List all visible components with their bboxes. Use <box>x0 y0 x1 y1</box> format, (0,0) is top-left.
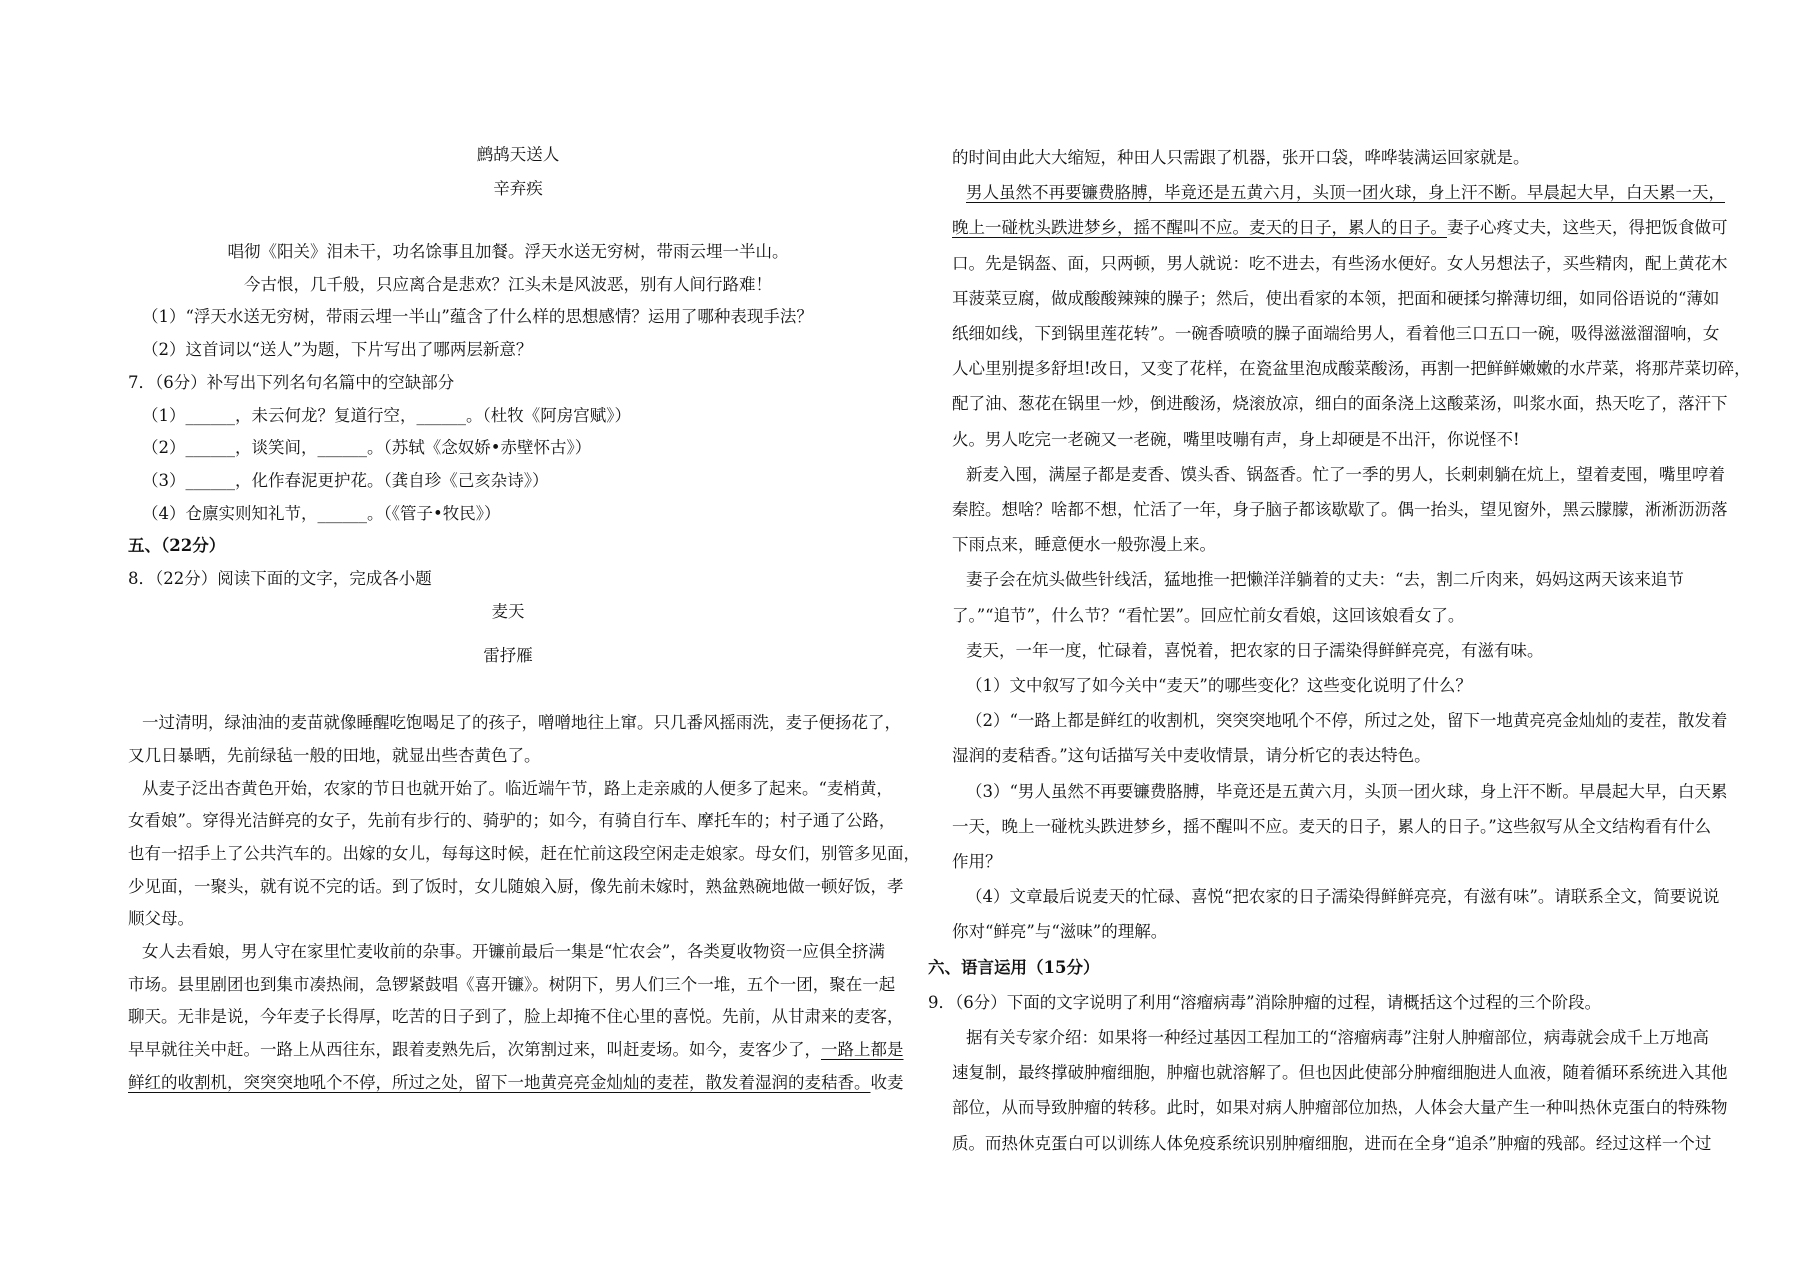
essay-title: 麦天 <box>491 601 525 621</box>
question-7: 7．（6分）补写出下列名句名篇中的空缺部分 <box>128 372 455 392</box>
text-line: 火。男人吃完一老碗又一老碗，嘴里吱嘣有声，身上却硬是不出汗，你说怪不! <box>952 429 1520 449</box>
poem-title: 鹧鸪天送人 <box>476 145 560 164</box>
question-9: 9．（6分）下面的文字说明了利用“溶瘤病毒”消除肿瘤的过程，请概括这个过程的三个阶段。 <box>928 992 1602 1012</box>
essay-line: 女人去看娘，男人守在家里忙麦收前的杂事。开镰前最后一集是“忙农会”，各类夏收物资一应俱全挤满 <box>142 942 885 962</box>
poem-author: 辛弃疾 <box>493 179 543 198</box>
text-line: 据有关专家介绍：如果将一种经过基因工程加工的“溶瘤病毒”注射人肿瘤部位，病毒就会成千上万地高 <box>966 1028 1709 1048</box>
question-8: 8．（22分）阅读下面的文字，完成各小题 <box>128 569 432 589</box>
section-5-heading: 五、（22分） <box>128 536 226 556</box>
essay-line: 一过清明，绿油油的麦苗就像睡醒吃饱喝足了的孩子，噌噌地往上窜。只几番风摇雨洗，麦子便扬花了， <box>142 713 901 733</box>
question-6-1: （1）“浮天水送无穷树，带雨云埋一半山”蕴含了什么样的思想感情？运用了哪种表现手法？ <box>142 307 813 327</box>
right-column <box>928 140 1751 1161</box>
essay-text: 收麦 <box>870 1072 904 1092</box>
text-line: 耳菠菜豆腐，做成酸酸辣辣的臊子；然后，使出看家的本领，把面和硬揉匀擀薄切细，如同俗语说的“薄如 <box>952 288 1720 308</box>
text-line: 口。先是锅盔、面，只两顿，男人就说：吃不进去，有些汤水便好。女人另想法子，买些精肉，配上黄花木 <box>952 253 1728 273</box>
underlined-text: 晚上一碰枕头跌进梦乡，摇不醒叫不应。麦天的日子，累人的日子。 <box>952 218 1447 238</box>
text-line: 的时间由此大大缩短，种田人只需跟了机器，张开口袋，哗哗装满运回家就是。 <box>952 148 1530 167</box>
question-7-3: （3）______，化作春泥更护花。（龚自珍《己亥杂诗》） <box>142 470 549 490</box>
poem-line-1: 唱彻《阳关》泪未干，功名馀事且加餐。浮天水送无穷树，带雨云埋一半山。 <box>227 242 789 261</box>
question-line: 作用？ <box>952 852 1002 872</box>
text-line: 质。而热休克蛋白可以训练人体免疫系统识别肿瘤细胞，进而在全身“追杀”肿瘤的残部。经过这样一个过 <box>952 1133 1712 1153</box>
question-6-2: （2）这首词以“送人”为题，下片写出了哪两层新意？ <box>142 340 533 360</box>
essay-line: 市场。县里剧团也到集市凑热闹，急锣紧鼓唱《喜开镰》。树阴下，男人们三个一堆，五个一团，聚在一起 <box>128 974 896 994</box>
essay-line: 聊天。无非是说，今年麦子长得厚，吃苦的日子到了，脸上却掩不住心里的喜悦。先前，从甘肃来的麦客， <box>128 1007 904 1027</box>
essay-line: 也有一招手上了公共汽车的。出嫁的女儿，每每这时候，赶在忙前这段空闲走走娘家。母女们，别管多见面， <box>128 843 920 863</box>
question-line: 你对“鲜亮”与“滋味”的理解。 <box>952 922 1168 942</box>
question-line: 湿润的麦秸香。”这句话描写关中麦收情景，请分析它的表达特色。 <box>952 746 1431 766</box>
text-line: 麦天，一年一度，忙碌着，喜悦着，把农家的日子濡染得鲜鲜亮亮，有滋有味。 <box>966 640 1544 660</box>
text-line: 速复制，最终撑破肿瘤细胞，肿瘤也就溶解了。但也因此使部分肿瘤细胞进人血液，随着循环系统进入其他 <box>952 1063 1728 1083</box>
essay-line: 女看娘”。穿得光洁鲜亮的女子，先前有步行的、骑驴的；如今，有骑自行车、摩托车的；村子通了公路， <box>128 811 896 831</box>
essay-line: 少见面，一聚头，就有说不完的话。到了饭时，女儿随娘入厨，像先前未嫁时，熟盆熟碗地做一顿好饭，孝 <box>128 876 904 896</box>
text-line <box>952 175 1725 210</box>
text-line: 人心里别提多舒坦!改日，又变了花样，在瓷盆里泡成酸菜酸汤，再割一把鲜鲜嫩嫩的水芹菜，将那芹菜切碎， <box>952 359 1751 379</box>
underlined-text: 男人虽然不再要镰费胳膊，毕竟还是五黄六月，头顶一团火球，身上汗不断。早晨起大早，白天累一天， <box>966 183 1725 203</box>
text-line: 部位，从而导致肿瘤的转移。此时，如果对病人肿瘤部位加热，人体会大量产生一种叫热休克蛋白的特殊物 <box>952 1098 1728 1118</box>
essay-text: 早早就往关中赶。一路上从西往东，跟着麦熟先后，次第割过来，叫赶麦场。如今，麦客少了， <box>128 1040 821 1060</box>
poem-line-2: 今古恨，几千般，只应离合是悲欢？江头未是风波恶，别有人间行路难！ <box>244 274 772 294</box>
essay-line: 从麦子泛出杏黄色开始，农家的节日也就开始了。临近端午节，路上走亲戚的人便多了起来。“麦梢黄， <box>142 778 893 798</box>
underlined-text: 一路上都是 <box>821 1040 904 1060</box>
question-line: （1）文中叙写了如今关中“麦天”的哪些变化？这些变化说明了什么？ <box>966 676 1472 696</box>
text-line: 新麦入囤，满屋子都是麦香、馍头香、锅盔香。忙了一季的男人，长刺刺躺在炕上，望着麦囤，嘴里哼着 <box>966 464 1725 484</box>
question-line: 一天，晚上一碰枕头跌进梦乡，摇不醒叫不应。麦天的日子，累人的日子。”这些叙写从全文结构看有什么 <box>952 816 1712 836</box>
text-line <box>952 210 1728 245</box>
question-7-2: （2）______，谈笑间，______。（苏轼《念奴娇•赤壁怀古》） <box>142 438 592 458</box>
text-line: 秦腔。想啥？啥都不想，忙活了一年，身子脑子都该歇歇了。偶一抬头，望见窗外，黑云朦朦，淅淅沥沥落 <box>952 500 1728 520</box>
text-line: 纸细如线，下到锅里莲花转”。一碗香喷喷的臊子面端给男人，看着他三口五口一碗，吸得滋滋溜溜响，女 <box>952 324 1720 344</box>
essay-line <box>128 1067 908 1100</box>
essay-line: 又几日暴晒，先前绿毡一般的田地，就显出些杏黄色了。 <box>128 745 541 765</box>
text-line: 配了油、葱花在锅里一炒，倒进酸汤，烧滚放凉，细白的面条浇上这酸菜汤，叫浆水面，热天吃了，落汗下 <box>952 394 1728 414</box>
text-line: 下雨点来，睡意便水一般弥漫上来。 <box>952 535 1216 555</box>
essay-line <box>128 1034 908 1067</box>
essay-author: 雷抒雁 <box>483 646 533 666</box>
left-column <box>128 138 920 1100</box>
underlined-text: 鲜红的收割机，突突突地吼个不停，所过之处，留下一地黄亮亮金灿灿的麦茬，散发着湿润的麦秸香。 <box>128 1072 871 1092</box>
text-line: 妻子会在炕头做些针线活，猛地推一把懒洋洋躺着的丈夫：“去，割二斤肉来，妈妈这两天该来追节 <box>966 570 1684 590</box>
question-line: （2）“一路上都是鲜红的收割机，突突突地吼个不停，所过之处，留下一地黄亮亮金灿灿的麦茬，散发着 <box>966 711 1728 731</box>
text-line: 了。”“追节”，什么节？“看忙罢”。回应忙前女看娘，这回该娘看女了。 <box>952 605 1465 625</box>
question-line: （4）文章最后说麦天的忙碌、喜悦“把农家的日子濡染得鲜鲜亮亮，有滋有味”。请联系全文，简要说说 <box>966 887 1720 907</box>
section-6-heading: 六、语言运用（15分） <box>928 957 1100 977</box>
text: 妻子心疼丈夫，这些天，得把饭食做可 <box>1447 218 1728 238</box>
question-7-4: （4）仓廪实则知礼节，______。（《管子•牧民》） <box>142 503 501 523</box>
question-7-1: （1）______，未云何龙？复道行空，______。（杜牧《阿房宫赋》） <box>142 405 631 425</box>
essay-line: 顺父母。 <box>128 909 194 929</box>
question-line: （3）“男人虽然不再要镰费胳膊，毕竟还是五黄六月，头顶一团火球，身上汗不断。早晨起大早，白天累 <box>966 781 1728 801</box>
